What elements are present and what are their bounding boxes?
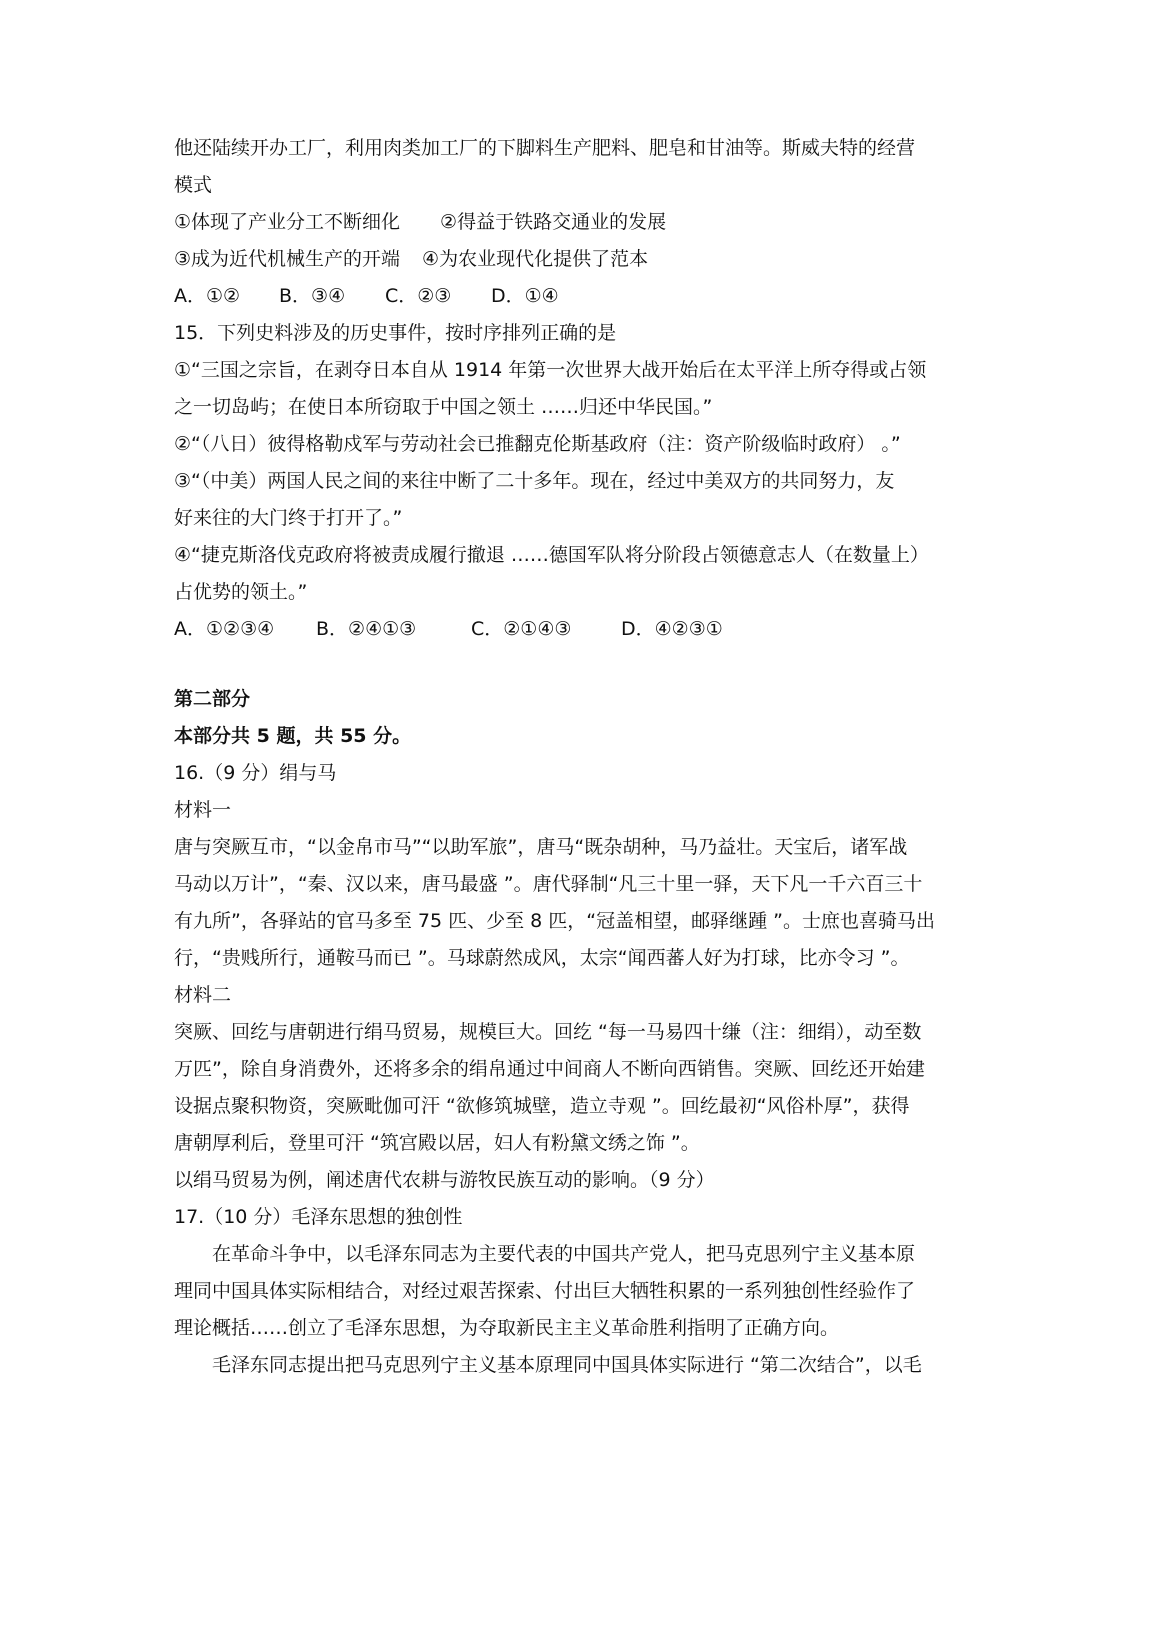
q15-stem: 15．下列史料涉及的历史事件，按时序排列正确的是 [174,322,617,344]
q16-material-1-line-3: 有九所”，各驿站的官马多至 75 匹、少至 8 匹，“冠盖相望，邮驿继踵 ”。士庶也喜骑马出 [174,910,935,932]
q14-items-row-2 [174,241,994,278]
section-spacer [174,648,994,681]
q16-material-2-line-3: 设据点聚积物资，突厥毗伽可汗 “欲修筑城壁，造立寺观 ”。回纥最初“风俗朴厚”，获得 [174,1095,910,1117]
q14-items-row-1 [174,204,994,241]
q14-option-a: A．①② [174,285,241,307]
q16-material-2-line-4: 唐朝厚利后，登里可汗 “筑宫殿以居，妇人有粉黛文绣之饰 ”。 [174,1132,700,1154]
part-two-title: 第二部分 [174,688,251,710]
q14-item-1: ①体现了产业分工不断细化 [174,211,401,233]
part-two-subtitle: 本部分共 5 题，共 55 分。 [174,725,412,747]
q15-source-4-line-1: ④“捷克斯洛伐克政府将被责成履行撤退 ……德国军队将分阶段占领德意志人（在数量上） [174,544,929,566]
q14-stem-line-2: 模式 [174,174,213,196]
q14-item-4: ④为农业现代化提供了范本 [422,248,649,270]
q14-stem-line-1: 他还陆续开办工厂，利用肉类加工厂的下脚料生产肥料、肥皂和甘油等。斯威夫特的经营 [174,137,916,159]
q14-option-b: B．③④ [279,285,346,307]
q14-item-2: ②得益于铁路交通业的发展 [440,211,667,233]
q15-option-d: D．④②③① [621,618,723,640]
q16-material-1-line-2: 马动以万计”，“秦、汉以来，唐马最盛 ”。唐代驿制“凡三十里一驿，天下凡一千六百三十 [174,873,923,895]
q14-option-d: D．①④ [491,285,559,307]
document-page [174,130,994,1384]
q15-source-2: ②“（八日）彼得格勒戍军与劳动社会已推翻克伦斯基政府（注：资产阶级临时政府） 。” [174,433,901,455]
q16-material-1-line-4: 行，“贵贱所行，通鞍马而已 ”。马球蔚然成风，太宗“闻西蕃人好为打球，比亦令习 ”。 [174,947,910,969]
q15-options [174,611,994,648]
q14-options [174,278,994,315]
q15-source-3-line-2: 好来往的大门终于打开了。” [174,507,403,529]
q15-source-3-line-1: ③“（中美）两国人民之间的来往中断了二十多年。现在，经过中美双方的共同努力，友 [174,470,895,492]
q15-option-b: B．②④①③ [316,618,417,640]
q16-title: 16.（9 分）绢与马 [174,762,337,784]
q14-item-3: ③成为近代机械生产的开端 [174,248,401,270]
q16-material-1-label: 材料一 [174,799,232,821]
q16-material-2-line-2: 万匹”，除自身消费外，还将多余的绢帛通过中间商人不断向西销售。突厥、回纥还开始建 [174,1058,925,1080]
q15-source-1-line-1: ①“三国之宗旨，在剥夺日本自从 1914 年第一次世界大战开始后在太平洋上所夺得或占领 [174,359,927,381]
q15-option-c: C．②①④③ [471,618,572,640]
q15-source-1-line-2: 之一切岛屿；在使日本所窃取于中国之领土 ……归还中华民国。” [174,396,713,418]
q17-paragraph-1-line-1: 在革命斗争中，以毛泽东同志为主要代表的中国共产党人，把马克思列宁主义基本原 [212,1243,916,1265]
q14-option-c: C．②③ [385,285,452,307]
q15-option-a: A．①②③④ [174,618,275,640]
q15-source-4-line-2: 占优势的领土。” [174,581,308,603]
q16-question: 以绢马贸易为例，阐述唐代农耕与游牧民族互动的影响。（9 分） [174,1169,715,1191]
q17-paragraph-2-line-1: 毛泽东同志提出把马克思列宁主义基本原理同中国具体实际进行 “第二次结合”，以毛 [212,1354,922,1376]
q16-material-1-line-1: 唐与突厥互市，“以金帛市马”“以助军旅”，唐马“既杂胡种，马乃益壮。天宝后，诸军战 [174,836,908,858]
q16-material-2-label: 材料二 [174,984,232,1006]
q17-paragraph-1-line-3: 理论概括……创立了毛泽东思想，为夺取新民主主义革命胜利指明了正确方向。 [174,1317,840,1339]
q17-paragraph-1-line-2: 理同中国具体实际相结合，对经过艰苦探索、付出巨大牺牲积累的一系列独创性经验作了 [174,1280,916,1302]
q16-material-2-line-1: 突厥、回纥与唐朝进行绢马贸易，规模巨大。回纥 “每一马易四十缣（注：细绢），动至数 [174,1021,922,1043]
q17-title: 17.（10 分）毛泽东思想的独创性 [174,1206,463,1228]
